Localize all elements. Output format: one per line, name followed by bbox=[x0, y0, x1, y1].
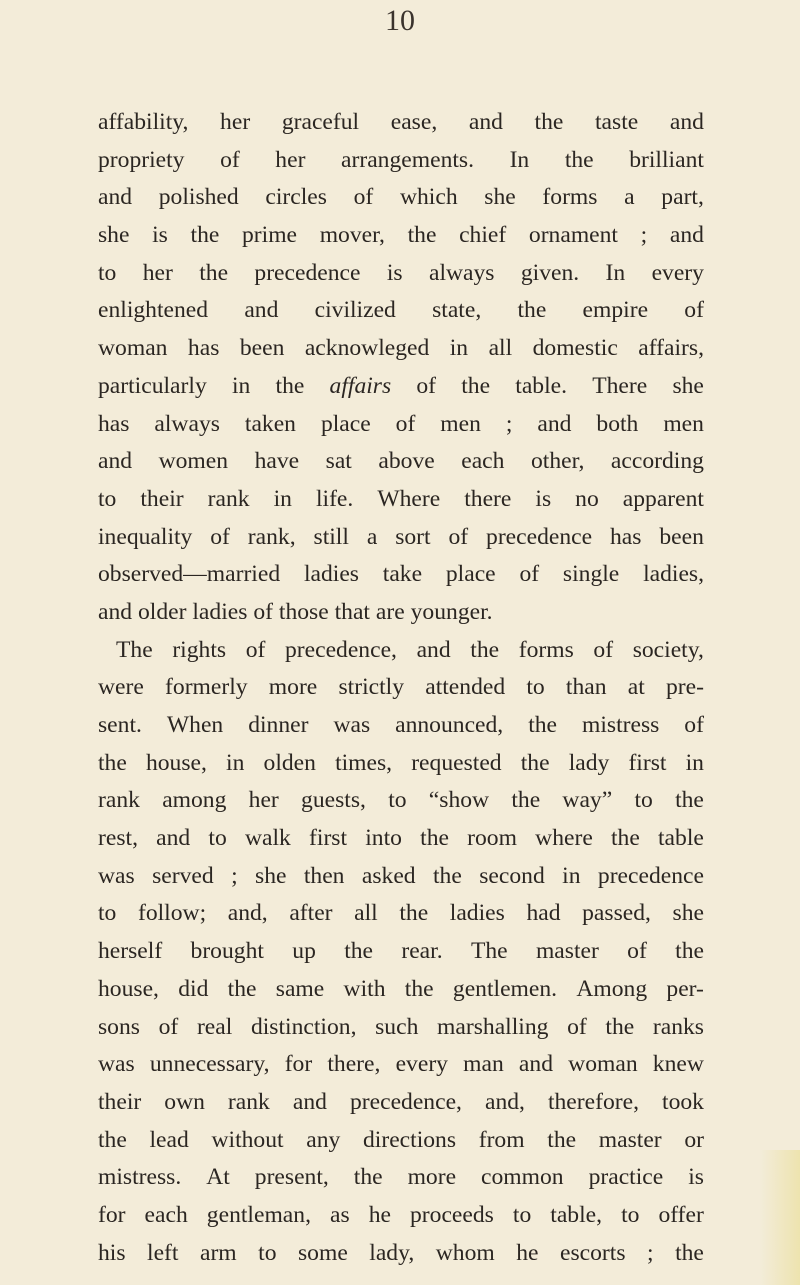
text-line: was served ; she then asked the second in precedence bbox=[98, 862, 704, 889]
text-line: woman has been acknowleged in all domestic affairs, bbox=[98, 335, 704, 362]
text-line: to their rank in life. Where there is no apparent bbox=[98, 485, 704, 512]
text-line: were formerly more strictly attended to than at pre- bbox=[98, 674, 704, 701]
text-line: rank among her guests, to “show the way” to the bbox=[98, 787, 704, 814]
text-line: and older ladies of those that are younger. bbox=[98, 598, 493, 625]
body-text bbox=[98, 104, 704, 1272]
text-line: his left arm to some lady, whom he escorts ; the bbox=[98, 1239, 704, 1266]
text-line: inequality of rank, still a sort of precedence has been bbox=[98, 523, 704, 550]
text-line: she is the prime mover, the chief ornament ; and bbox=[98, 222, 704, 249]
text-line: their own rank and precedence, and, therefore, took bbox=[98, 1088, 704, 1115]
text-line: was unnecessary, for there, every man and woman knew bbox=[98, 1051, 704, 1078]
text-line: sons of real distinction, such marshalling of the ranks bbox=[98, 1013, 704, 1040]
text-line: sent. When dinner was announced, the mistress of bbox=[98, 712, 704, 738]
text-line: the house, in olden times, requested the lady first in bbox=[98, 749, 704, 776]
text-line: has always taken place of men ; and both men bbox=[98, 410, 704, 437]
text-line: The rights of precedence, and the forms of society, bbox=[116, 636, 704, 663]
text-line: herself brought up the rear. The master of the bbox=[98, 938, 704, 965]
text-line: for each gentleman, as he proceeds to table, to offer bbox=[98, 1201, 704, 1228]
text-line: propriety of her arrangements. In the brilliant bbox=[98, 146, 704, 173]
text-line: and women have sat above each other, according bbox=[98, 448, 704, 475]
text-line: mistress. At present, the more common practice is bbox=[98, 1164, 704, 1191]
text-line: enlightened and civilized state, the empire of bbox=[98, 297, 704, 324]
text-line: the lead without any directions from the master or bbox=[98, 1126, 704, 1153]
text-line: to follow; and, after all the ladies had passed, she bbox=[98, 900, 704, 927]
page-number: 10 bbox=[385, 4, 415, 37]
text-line: rest, and to walk first into the room where the table bbox=[98, 825, 704, 852]
text-line: observed—married ladies take place of single ladies, bbox=[98, 561, 704, 588]
text-line: affability, her graceful ease, and the taste and bbox=[98, 109, 704, 135]
text-line: particularly in the affairs of the table. There she bbox=[98, 372, 704, 399]
text-line: house, did the same with the gentlemen. Among per- bbox=[98, 975, 704, 1002]
page-edge-stain bbox=[760, 1150, 800, 1285]
text-line: to her the precedence is always given. In every bbox=[98, 259, 704, 286]
text-line: and polished circles of which she forms a part, bbox=[98, 184, 704, 211]
